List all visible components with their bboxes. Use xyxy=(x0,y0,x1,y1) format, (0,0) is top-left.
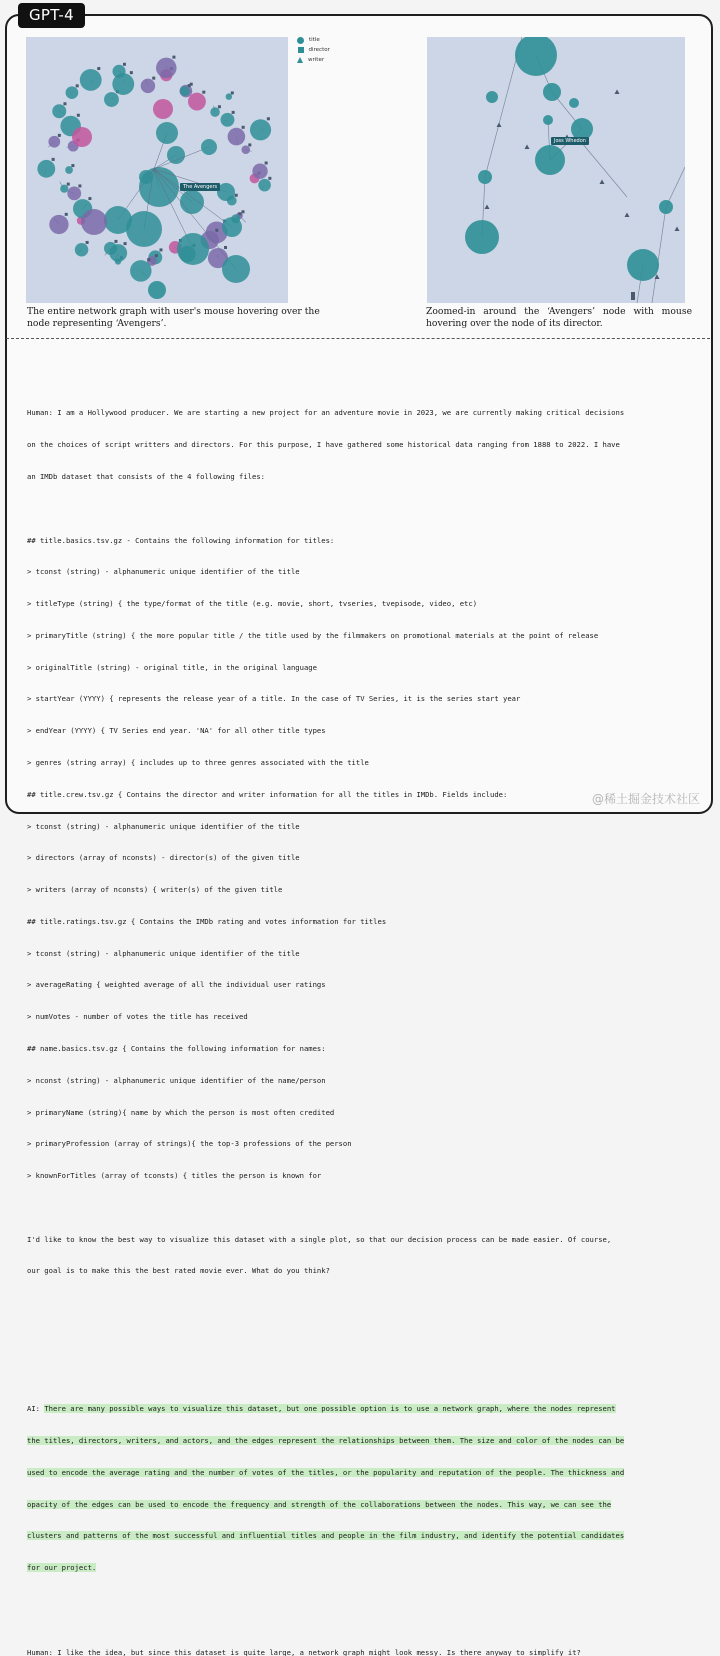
message-line: > numVotes - number of votes the title has received xyxy=(27,1012,689,1023)
director-node xyxy=(241,210,244,213)
title-node xyxy=(250,119,271,140)
message-line: ## title.crew.tsv.gz { Contains the director and writer information for all the titles in IMDb. Fields include: xyxy=(27,790,689,801)
blank-line xyxy=(27,1616,689,1627)
blank-line xyxy=(27,1351,689,1362)
director-node xyxy=(224,246,227,249)
title-node xyxy=(37,160,55,178)
writer-node xyxy=(625,213,630,218)
message-line: > directors (array of nconsts) - director(s) of the given title xyxy=(27,853,689,864)
network-graph-full-svg xyxy=(26,37,288,303)
message-line xyxy=(27,1468,689,1479)
graph-edge xyxy=(577,137,627,197)
director-node xyxy=(124,242,127,245)
director-node xyxy=(231,91,234,94)
message-line: > originalTitle (string) - original title, in the original language xyxy=(27,663,689,674)
director-node xyxy=(78,184,81,187)
square-icon xyxy=(298,47,304,53)
triangle-icon xyxy=(297,57,303,63)
message-line: > primaryProfession (array of strings){ the top-3 professions of the person xyxy=(27,1139,689,1150)
ai-prefix: AI: xyxy=(27,1404,44,1413)
title-node xyxy=(188,93,206,111)
graph-legend xyxy=(297,35,330,65)
director-node xyxy=(248,143,251,146)
title-node xyxy=(130,260,151,281)
writer-node xyxy=(485,205,490,210)
title-node xyxy=(221,113,235,127)
title-node xyxy=(104,242,117,255)
watermark: @稀土掘金技术社区 xyxy=(592,790,700,807)
message-line xyxy=(27,1531,689,1542)
title-node xyxy=(228,128,246,146)
director-node xyxy=(235,194,238,197)
network-graph-zoomed-svg xyxy=(427,37,685,303)
director-node xyxy=(147,258,150,261)
message-line: > averageRating { weighted average of all the individual user ratings xyxy=(27,980,689,991)
title-node xyxy=(67,186,81,200)
title-node xyxy=(60,185,68,193)
director-node xyxy=(130,71,133,74)
message-line: > primaryName (string){ name by which the person is most often credited xyxy=(27,1108,689,1119)
message-line: ## title.basics.tsv.gz - Contains the following information for titles: xyxy=(27,536,689,547)
human-message-1 xyxy=(27,387,689,1298)
title-node xyxy=(258,179,271,192)
director-node xyxy=(155,254,158,257)
legend-item-director xyxy=(297,45,330,55)
title-node xyxy=(222,217,242,237)
director-node xyxy=(152,77,155,80)
director-node xyxy=(267,117,270,120)
legend-item-title xyxy=(297,35,330,45)
network-graph-full xyxy=(26,37,288,303)
title-node xyxy=(104,92,119,107)
section-divider xyxy=(6,338,710,339)
network-graph-zoomed xyxy=(427,37,685,303)
message-line: our goal is to make this the best rated movie ever. What do you think? xyxy=(27,1266,689,1277)
title-node xyxy=(156,58,177,79)
director-node xyxy=(215,229,218,232)
director-node xyxy=(218,105,221,108)
director-node xyxy=(52,158,55,161)
director-node xyxy=(188,84,191,87)
title-node xyxy=(65,166,73,174)
title-node xyxy=(141,79,155,93)
director-node xyxy=(242,126,245,129)
message-line xyxy=(27,1500,689,1511)
title-node xyxy=(48,136,60,148)
legend-label: writer xyxy=(308,57,324,63)
writer-node xyxy=(525,145,530,150)
director-node xyxy=(77,114,80,117)
director-node xyxy=(238,212,241,215)
title-node xyxy=(201,139,217,155)
highlighted-text: used to encode the average rating and the number of votes of the titles, or the popularity and reputation of the people. The thickness and xyxy=(27,1468,624,1477)
title-node xyxy=(156,122,178,144)
blank-line xyxy=(27,1203,689,1214)
message-line: > tconst (string) - alphanumeric unique identifier of the title xyxy=(27,822,689,833)
message-line: an IMDb dataset that consists of the 4 following files: xyxy=(27,472,689,483)
director-node xyxy=(97,67,100,70)
title-node xyxy=(252,163,267,178)
message-line: > endYear (YYYY) { TV Series end year. 'NA' for all other title types xyxy=(27,726,689,737)
director-node xyxy=(67,183,70,186)
title-node xyxy=(148,281,166,299)
title-node xyxy=(49,215,68,234)
message-line: I'd like to know the best way to visualize this dataset with a single plot, so that our decision process can be made easier. Of course, xyxy=(27,1235,689,1246)
legend-item-writer xyxy=(297,55,330,65)
message-line xyxy=(27,1436,689,1447)
director-node xyxy=(172,56,175,59)
title-node xyxy=(535,145,565,175)
title-node xyxy=(112,73,134,95)
title-node xyxy=(180,86,190,96)
message-line: ## title.ratings.tsv.gz { Contains the IMDb rating and votes information for titles xyxy=(27,917,689,928)
title-node xyxy=(81,209,107,235)
title-node xyxy=(478,170,492,184)
highlighted-text: opacity of the edges can be used to encode the frequency and strength of the collaborations between the nodes. This way, we can see the xyxy=(27,1500,611,1509)
director-node xyxy=(114,240,117,243)
title-node xyxy=(543,115,553,125)
title-node xyxy=(52,104,66,118)
message-line: Human: I am a Hollywood producer. We are starting a new project for an adventure movie in 2023, we are currently making critical decisions xyxy=(27,408,689,419)
director-node xyxy=(202,91,205,94)
legend-label: title xyxy=(309,37,320,43)
title-node xyxy=(486,91,498,103)
title-node xyxy=(515,37,557,76)
title-node xyxy=(465,220,499,254)
writer-node xyxy=(615,90,620,95)
highlighted-text: for our project. xyxy=(27,1563,96,1572)
message-line: > nconst (string) - alphanumeric unique identifier of the name/person xyxy=(27,1076,689,1087)
director-tooltip: Joss Whedon xyxy=(551,137,589,145)
message-line: > tconst (string) - alphanumeric unique identifier of the title xyxy=(27,949,689,960)
director-node xyxy=(65,213,68,216)
title-node xyxy=(569,98,579,108)
message-line: on the choices of script writters and directors. For this purpose, I have gathered some historical data ranging from 1888 to 2022. I have xyxy=(27,440,689,451)
title-node xyxy=(153,99,173,119)
writer-node xyxy=(600,180,605,185)
message-line: > titleType (string) { the type/format of the title (e.g. movie, short, tvseries, tvepisode, video, etc) xyxy=(27,599,689,610)
director-node xyxy=(88,197,91,200)
title-node xyxy=(222,255,250,283)
legend-label: director xyxy=(309,47,330,53)
title-node xyxy=(210,107,220,117)
title-node xyxy=(80,69,102,91)
title-node xyxy=(167,146,185,164)
title-node xyxy=(180,190,204,214)
message-line: > genres (string array) { includes up to three genres associated with the title xyxy=(27,758,689,769)
director-node xyxy=(268,177,271,180)
title-node xyxy=(66,86,79,99)
title-node xyxy=(659,200,673,214)
message-line xyxy=(27,1404,689,1415)
title-node xyxy=(72,127,92,147)
director-node xyxy=(631,292,635,300)
title-node xyxy=(104,206,132,234)
avengers-tooltip: The Avengers xyxy=(180,183,220,191)
highlighted-text: There are many possible ways to visualize this dataset, but one possible option is to use a network graph, where the nodes represent xyxy=(44,1404,615,1413)
message-line: > primaryTitle (string) { the more popular title / the title used by the filmmakers on promotional materials at the point of release xyxy=(27,631,689,642)
title-node xyxy=(139,170,153,184)
director-node xyxy=(71,164,74,167)
blank-line xyxy=(27,1319,689,1330)
highlighted-text: clusters and patterns of the most successful and influential titles and people in the film industry, and identify the potential candidates xyxy=(27,1531,624,1540)
message-line: > writers (array of nconsts) { writer(s) of the given title xyxy=(27,885,689,896)
message-line: ## name.basics.tsv.gz { Contains the following information for names: xyxy=(27,1044,689,1055)
model-badge: GPT-4 xyxy=(18,3,85,28)
message-line: > tconst (string) - alphanumeric unique identifier of the title xyxy=(27,567,689,578)
caption-left: The entire network graph with user's mouse hovering over the node representing ‘Avengers’. xyxy=(27,306,327,330)
conversation xyxy=(27,366,689,1656)
director-node xyxy=(58,134,61,137)
director-node xyxy=(76,84,79,87)
director-node xyxy=(159,248,162,251)
message-line xyxy=(27,1563,689,1574)
director-node xyxy=(63,102,66,105)
circle-icon xyxy=(297,37,304,44)
title-node xyxy=(543,83,561,101)
ai-message xyxy=(27,1383,689,1595)
director-node xyxy=(232,111,235,114)
title-node xyxy=(177,233,209,265)
highlighted-text: the titles, directors, writers, and actors, and the edges represent the relationships between them. The size and color of the nodes can be xyxy=(27,1436,624,1445)
blank-line xyxy=(27,504,689,515)
writer-node xyxy=(675,227,680,232)
human-message-2: Human: I like the idea, but since this dataset is quite large, a network graph might look messy. Is there anyway to simplify it? xyxy=(27,1648,689,1656)
director-node xyxy=(123,63,126,66)
title-node xyxy=(627,249,659,281)
title-node xyxy=(241,145,250,154)
message-line: > knownForTitles (array of tconsts) { titles the person is known for xyxy=(27,1171,689,1182)
writer-node xyxy=(497,123,502,128)
title-node xyxy=(75,243,89,257)
director-node xyxy=(265,161,268,164)
director-node xyxy=(86,241,89,244)
message-line: > startYear (YYYY) { represents the release year of a title. In the case of TV Series, it is the series start year xyxy=(27,694,689,705)
caption-right: Zoomed-in around the ‘Avengers’ node with mouse hovering over the node of its director. xyxy=(426,306,692,330)
